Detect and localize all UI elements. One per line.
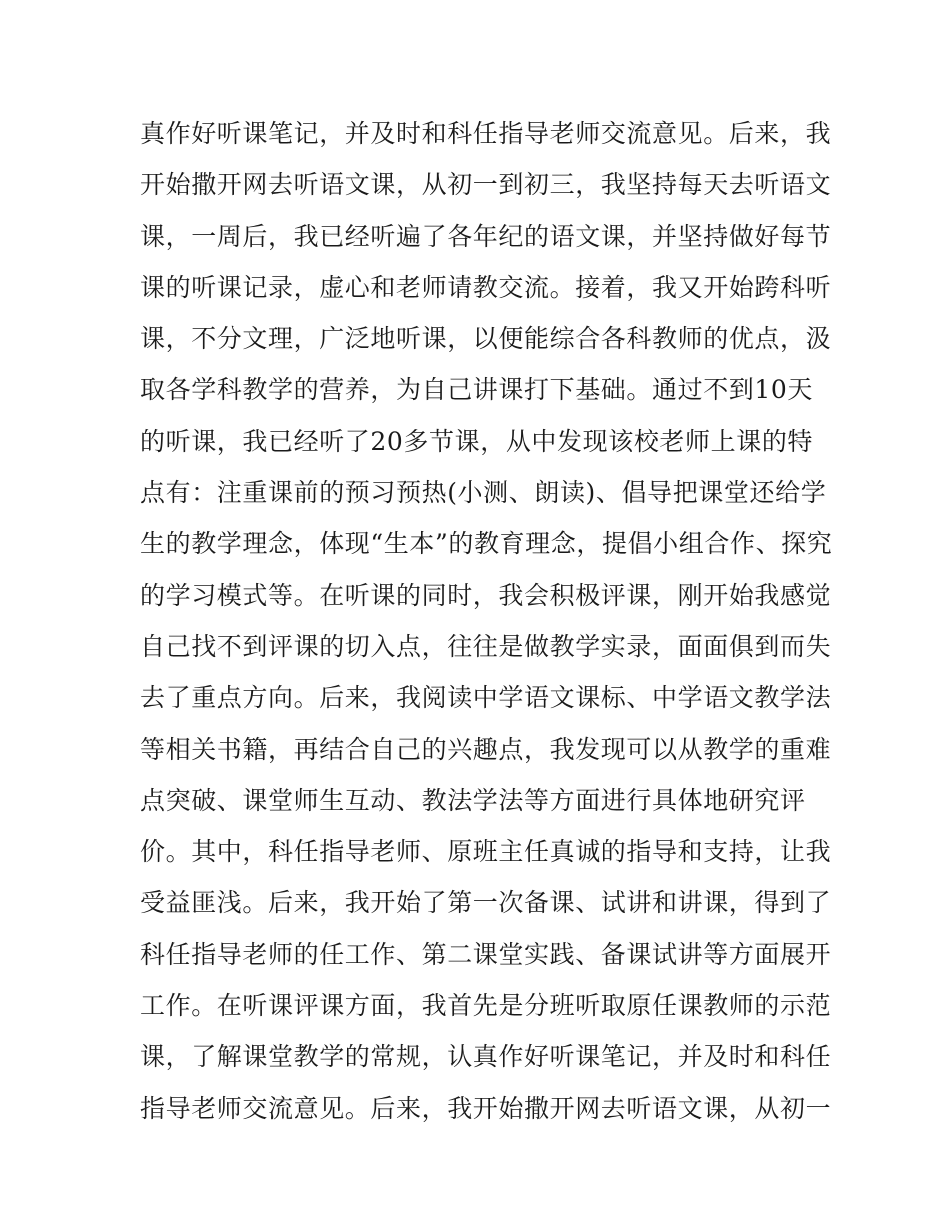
text-line: 生的教学理念，体现“生本”的教育理念，提倡小组合作、探究	[140, 529, 833, 559]
text-line: 受益匪浅。后来，我开始了第一次备课、试讲和讲课，得到了	[140, 888, 832, 918]
text-line: 去了重点方向。后来，我阅读中学语文课标、中学语文教学法	[140, 683, 832, 713]
text-line: 课的听课记录，虚心和老师请教交流。接着，我又开始跨科听	[140, 272, 832, 302]
text-line: 真作好听课笔记，并及时和科任指导老师交流意见。后来，我	[140, 119, 832, 148]
text-line: 课，不分文理，广泛地听课，以便能综合各科教师的优点，汲	[140, 324, 832, 354]
text-line: 课，一周后，我已经听遍了各年纪的语文课，并坚持做好每节	[140, 221, 832, 251]
text-line: 取各学科教学的营养，为自己讲课打下基础。通过不到10天	[140, 375, 814, 405]
text-line: 价。其中，科任指导老师、原班主任真诚的指导和支持，让我	[140, 837, 832, 867]
text-line: 开始撒开网去听语文课，从初一到初三，我坚持每天去听语文	[140, 170, 832, 200]
text-line: 的学习模式等。在听课的同时，我会积极评课，刚开始我感觉	[140, 580, 832, 610]
text-line: 点突破、课堂师生互动、教法学法等方面进行具体地研究评	[140, 785, 806, 815]
text-line: 点有：注重课前的预习预热(小测、朗读)、倡导把课堂还给学	[140, 478, 827, 508]
body-text	[140, 108, 833, 1134]
text-line: 的听课，我已经听了20多节课，从中发现该校老师上课的特	[140, 426, 814, 456]
text-line: 科任指导老师的任工作、第二课堂实践、备课试讲等方面展开	[140, 939, 832, 969]
text-line: 自己找不到评课的切入点，往往是做教学实录，面面俱到而失	[140, 631, 832, 661]
text-line: 指导老师交流意见。后来，我开始撒开网去听语文课，从初一	[140, 1093, 832, 1123]
text-line: 工作。在听课评课方面，我首先是分班听取原任课教师的示范	[140, 991, 832, 1021]
text-line: 等相关书籍，再结合自己的兴趣点，我发现可以从教学的重难	[140, 734, 832, 764]
text-line: 课，了解课堂教学的常规，认真作好听课笔记，并及时和科任	[140, 1042, 832, 1072]
